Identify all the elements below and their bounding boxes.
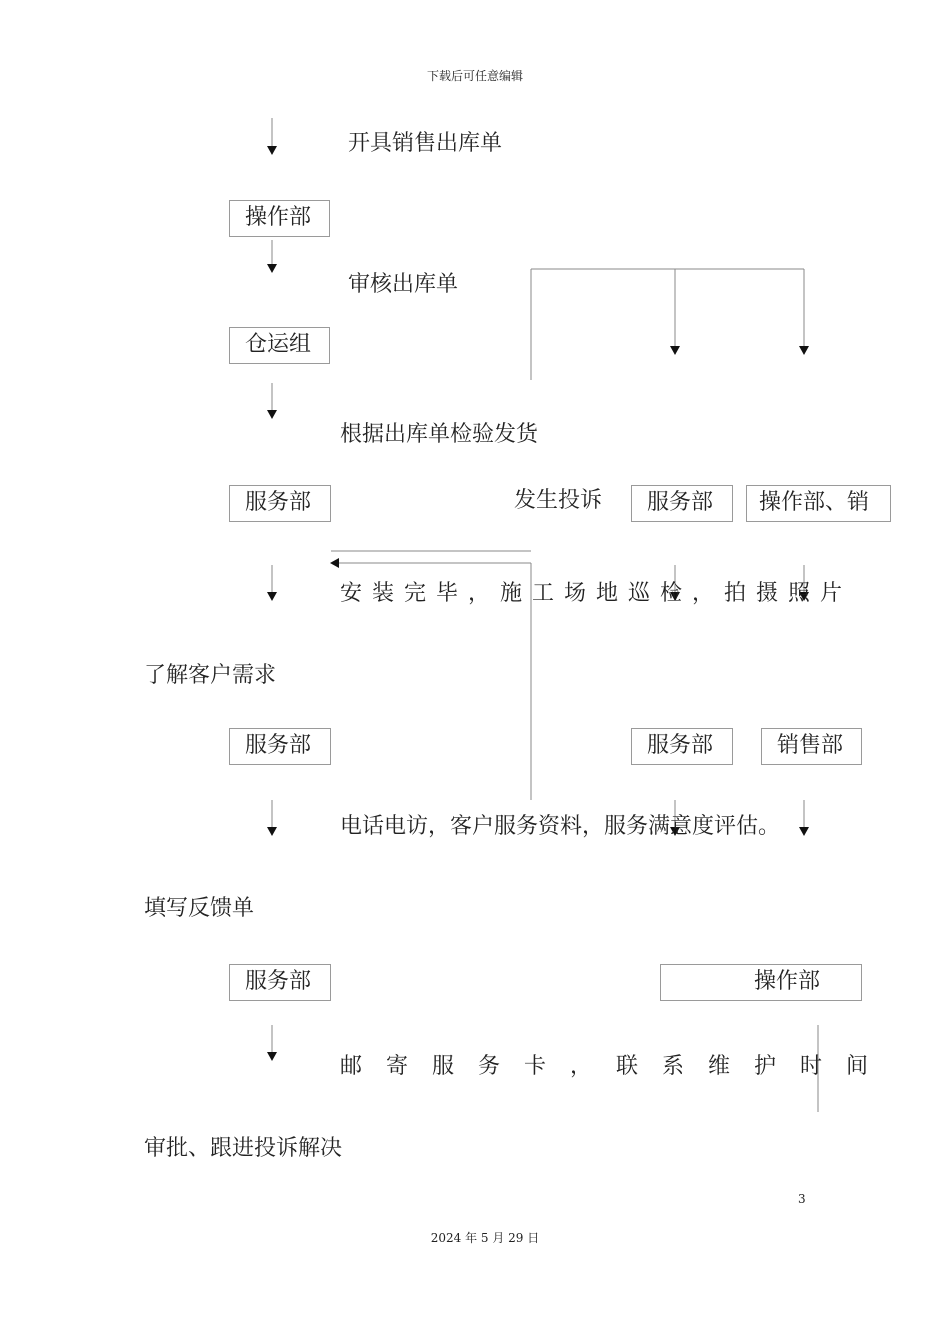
step-approve-complaint: 审批、跟进投诉解决 xyxy=(144,1136,343,1161)
step-mail-service-card: 邮寄服务卡，联系维护时间 xyxy=(340,1054,893,1079)
complaint-label: 发生投诉 xyxy=(514,488,603,513)
step-understand-customer-needs: 了解客户需求 xyxy=(144,663,277,688)
step-fill-feedback-form: 填写反馈单 xyxy=(144,896,255,921)
box-service-3: 服务部 xyxy=(229,964,331,1001)
box-service-right-1: 服务部 xyxy=(631,485,733,522)
step-review-outbound-order: 审核出库单 xyxy=(348,272,459,297)
box-operations-right: 操作部 xyxy=(660,964,862,1001)
page-number: 3 xyxy=(798,1192,806,1206)
box-sales: 销售部 xyxy=(761,728,862,765)
step-inspect-and-ship: 根据出库单检验发货 xyxy=(340,422,539,447)
box-operations-1: 操作部 xyxy=(229,200,330,237)
box-warehouse-logistics: 仓运组 xyxy=(229,327,330,364)
step-installation-inspection: 安装完毕，施工场地巡检，拍摄照片 xyxy=(340,581,853,606)
step-issue-sales-outbound-order: 开具销售出库单 xyxy=(348,131,503,156)
box-operations-sales: 操作部、销 xyxy=(746,485,891,522)
box-service-1: 服务部 xyxy=(229,485,331,522)
box-service-2: 服务部 xyxy=(229,728,331,765)
box-service-right-2: 服务部 xyxy=(631,728,733,765)
footer-date: 2024 年 5 月 29 日 xyxy=(430,1231,540,1245)
step-phone-visit-evaluation: 电话电访，客户服务资料，服务满意度评估。 xyxy=(340,814,781,839)
header-note: 下载后可任意编辑 xyxy=(426,69,523,83)
